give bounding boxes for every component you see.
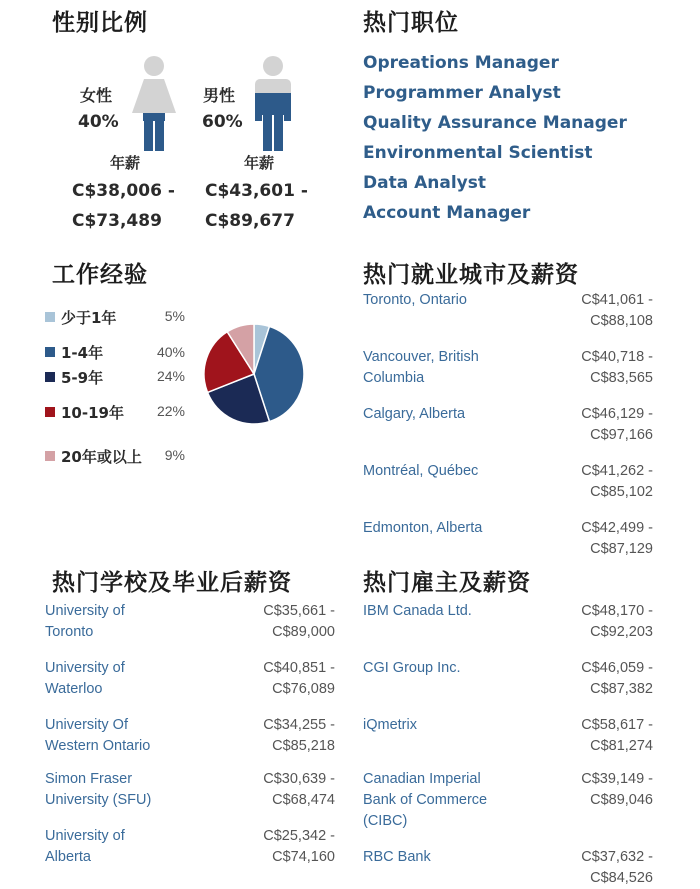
row-salary	[543, 404, 653, 446]
row-salary-line: C$87,382	[590, 681, 653, 697]
row-name-line: University of	[45, 660, 125, 676]
row-salary-line: C$76,089	[272, 681, 335, 697]
legend-item	[45, 402, 195, 422]
job-item: Quality Assurance Manager	[363, 113, 627, 133]
job-item: Environmental Scientist	[363, 143, 593, 163]
row-salary	[543, 518, 653, 560]
legend-item	[45, 446, 195, 466]
job-item: Programmer Analyst	[363, 83, 561, 103]
row-salary-line: C$85,218	[272, 738, 335, 754]
legend-item	[45, 342, 195, 362]
legend-swatch	[45, 312, 55, 322]
row-salary	[225, 658, 335, 700]
row-salary-line: C$58,617 -	[581, 717, 653, 733]
row-salary	[225, 715, 335, 757]
legend-label: 20年或以上	[61, 448, 142, 466]
row-salary-line: C$97,166	[590, 427, 653, 443]
row-salary-line: C$48,170 -	[581, 603, 653, 619]
row-salary-line: C$85,102	[590, 484, 653, 500]
row-salary	[225, 601, 335, 643]
row-name-line: University of	[45, 828, 125, 844]
row-name	[363, 290, 543, 311]
row-salary-line: C$83,565	[590, 370, 653, 386]
experience-title: 工作经验	[52, 262, 148, 288]
job-item: Account Manager	[363, 203, 531, 223]
row-name-line: Toronto	[45, 624, 94, 640]
row-name	[363, 769, 543, 832]
male-salary-low: C$43,601 -	[205, 181, 308, 201]
row-name-line: Montréal, Québec	[363, 463, 479, 479]
row-name-line: University Of	[45, 717, 128, 733]
row-name-line: Western Ontario	[45, 738, 151, 754]
row-name-line: Simon Fraser	[45, 771, 133, 787]
row-name-line: RBC Bank	[363, 849, 431, 865]
legend-label: 1-4年	[61, 344, 104, 362]
row-salary-line: C$35,661 -	[263, 603, 335, 619]
row-name-line: CGI Group Inc.	[363, 660, 461, 676]
female-figure-icon	[130, 55, 178, 151]
row-salary	[543, 847, 653, 889]
legend-pct: 40%	[156, 344, 185, 360]
row-name-line: IBM Canada Ltd.	[363, 603, 472, 619]
row-name-line: Waterloo	[45, 681, 103, 697]
legend-pct: 24%	[156, 368, 185, 384]
row-name	[45, 658, 225, 700]
row-salary-line: C$39,149 -	[581, 771, 653, 787]
row-salary-line: C$88,108	[590, 313, 653, 329]
row-name	[45, 826, 225, 868]
row-name-line: Bank of Commerce	[363, 792, 488, 808]
row-name	[363, 847, 543, 868]
row-salary	[225, 769, 335, 811]
row-salary-line: C$41,061 -	[581, 292, 653, 308]
job-item: Opreations Manager	[363, 53, 559, 73]
row-name-line: Calgary, Alberta	[363, 406, 466, 422]
legend-item	[45, 307, 195, 327]
legend-label: 10-19年	[61, 404, 124, 422]
row-salary-line: C$25,342 -	[263, 828, 335, 844]
legend-swatch	[45, 372, 55, 382]
row-salary-line: C$46,129 -	[581, 406, 653, 422]
female-salary-title: 年薪	[110, 154, 141, 172]
schools-title: 热门学校及毕业后薪资	[52, 570, 292, 596]
cities-title: 热门就业城市及薪资	[363, 262, 579, 288]
row-salary-line: C$89,000	[272, 624, 335, 640]
row-name	[363, 461, 543, 482]
row-name-line: Alberta	[45, 849, 91, 865]
row-salary-line: C$89,046	[590, 792, 653, 808]
row-name-line: (CIBC)	[363, 813, 408, 829]
row-name	[363, 601, 543, 622]
legend-swatch	[45, 451, 55, 461]
female-salary-low: C$38,006 -	[72, 181, 175, 201]
row-salary-line: C$46,059 -	[581, 660, 653, 676]
row-salary-line: C$40,718 -	[581, 349, 653, 365]
row-salary-line: C$81,274	[590, 738, 653, 754]
row-name	[363, 658, 543, 679]
female-label: 女性	[80, 86, 113, 105]
row-salary-line: C$87,129	[590, 541, 653, 557]
female-salary-high: C$73,489	[72, 211, 162, 231]
row-name-line: iQmetrix	[363, 717, 417, 733]
male-percent: 60%	[202, 112, 243, 132]
legend-swatch	[45, 347, 55, 357]
row-name	[363, 404, 543, 425]
row-salary	[543, 290, 653, 332]
row-salary-line: C$42,499 -	[581, 520, 653, 536]
row-name	[363, 347, 543, 389]
male-figure-icon	[253, 55, 293, 151]
row-salary	[543, 461, 653, 503]
row-name	[45, 715, 225, 757]
row-name-line: Columbia	[363, 370, 425, 386]
legend-pct: 9%	[164, 447, 185, 463]
legend-item	[45, 367, 195, 387]
male-label: 男性	[203, 86, 236, 105]
jobs-list	[363, 48, 627, 228]
row-name-line: Edmonton, Alberta	[363, 520, 483, 536]
row-salary-line: C$84,526	[590, 870, 653, 886]
row-salary-line: C$74,160	[272, 849, 335, 865]
row-name	[45, 601, 225, 643]
legend-pct: 22%	[156, 403, 185, 419]
male-salary-high: C$89,677	[205, 211, 295, 231]
row-name-line: University (SFU)	[45, 792, 152, 808]
jobs-title: 热门职位	[363, 10, 459, 36]
legend-swatch	[45, 407, 55, 417]
row-salary-line: C$92,203	[590, 624, 653, 640]
row-salary	[543, 769, 653, 811]
row-salary-line: C$37,632 -	[581, 849, 653, 865]
row-name-line: Toronto, Ontario	[363, 292, 467, 308]
row-salary-line: C$40,851 -	[263, 660, 335, 676]
row-salary-line: C$68,474	[272, 792, 335, 808]
row-name-line: Vancouver, British	[363, 349, 479, 365]
row-name	[363, 715, 543, 736]
row-salary	[225, 826, 335, 868]
employers-title: 热门雇主及薪资	[363, 570, 531, 596]
row-name-line: Canadian Imperial	[363, 771, 481, 787]
legend-label: 少于1年	[61, 309, 117, 327]
row-salary	[543, 601, 653, 643]
gender-title: 性别比例	[52, 10, 148, 36]
row-salary-line: C$34,255 -	[263, 717, 335, 733]
row-name-line: University of	[45, 603, 125, 619]
row-salary-line: C$30,639 -	[263, 771, 335, 787]
job-item: Data Analyst	[363, 173, 486, 193]
female-percent: 40%	[78, 112, 119, 132]
male-salary-title: 年薪	[244, 154, 275, 172]
row-salary	[543, 347, 653, 389]
legend-pct: 5%	[164, 308, 185, 324]
row-salary	[543, 658, 653, 700]
row-salary	[543, 715, 653, 757]
row-name	[363, 518, 543, 539]
experience-pie-chart	[200, 320, 308, 428]
legend-label: 5-9年	[61, 369, 104, 387]
row-name	[45, 769, 225, 811]
row-salary-line: C$41,262 -	[581, 463, 653, 479]
